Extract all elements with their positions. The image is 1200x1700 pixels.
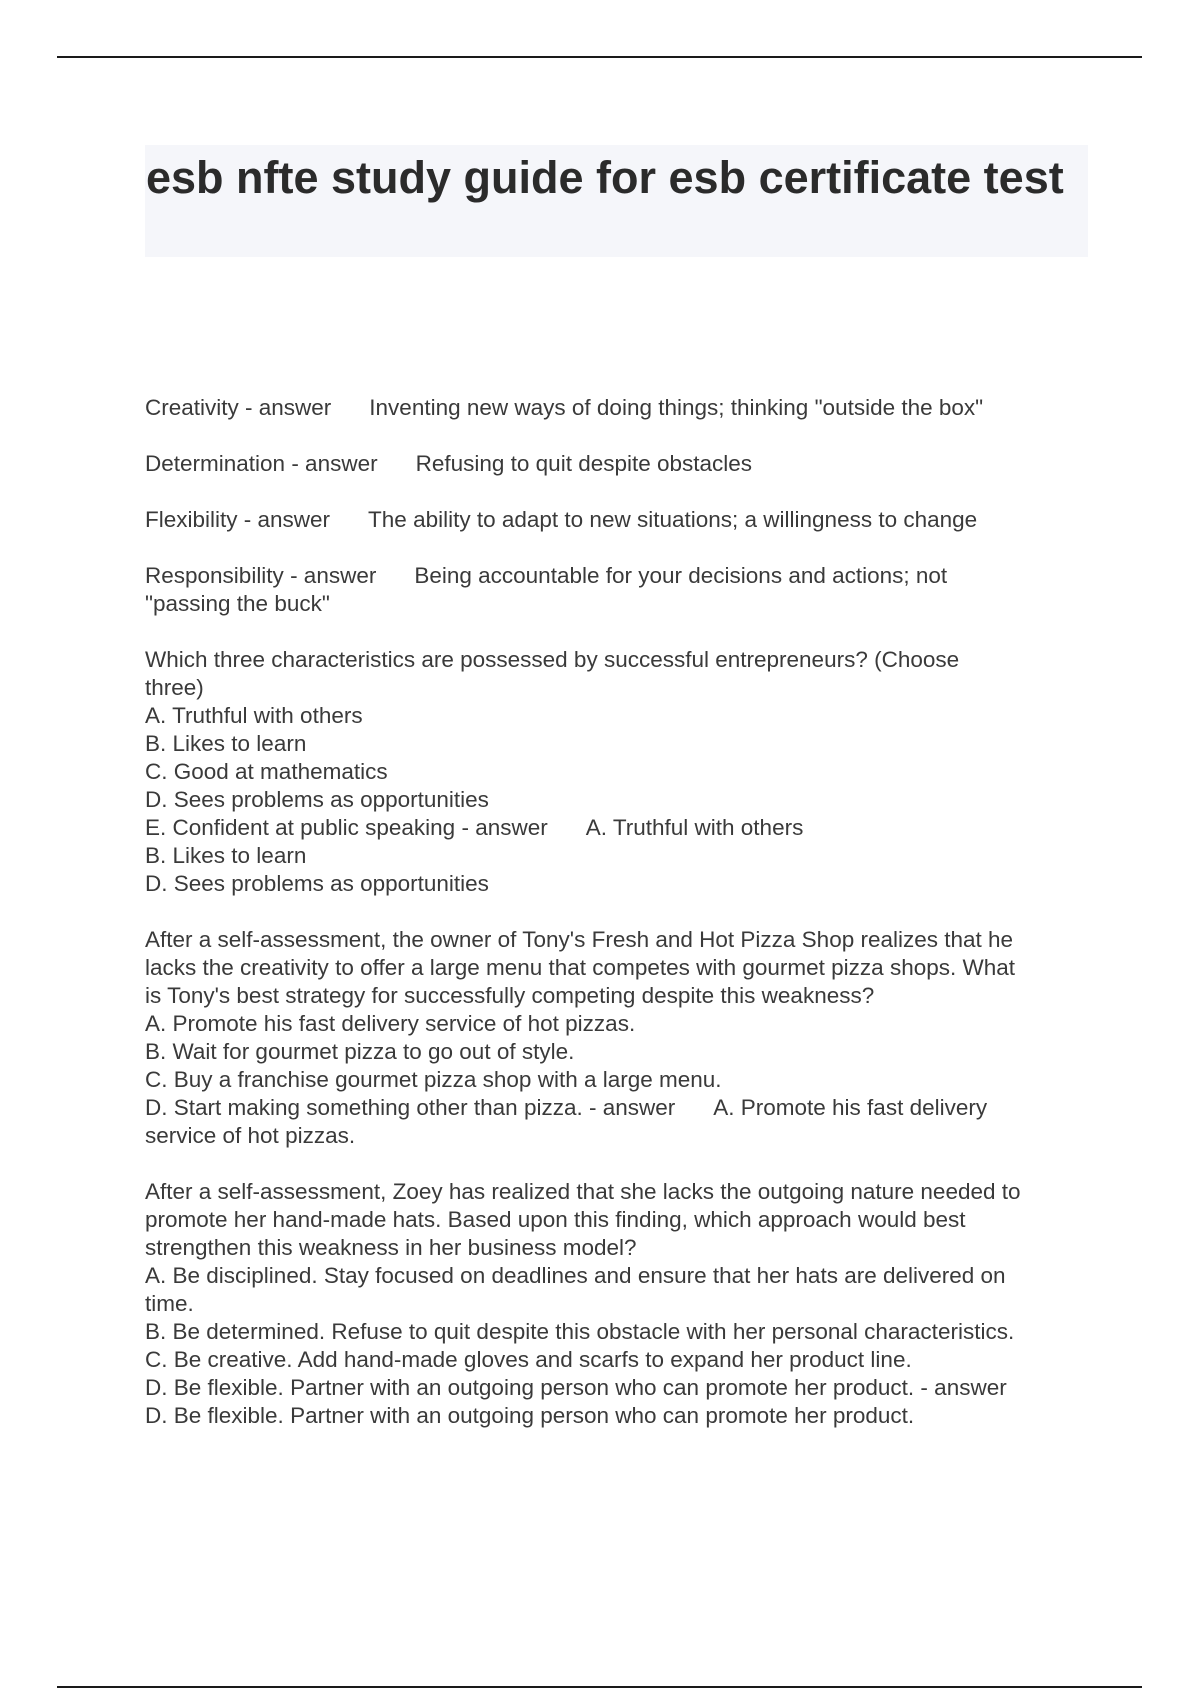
text-line — [145, 1066, 1095, 1094]
text-line — [145, 562, 1095, 590]
line-text: Flexibility - answer — [145, 507, 331, 532]
line-text: strengthen this weakness in her business model? — [145, 1235, 637, 1260]
line-text: is Tony's best strategy for successfully competing despite this weakness? — [145, 983, 875, 1008]
text-line — [145, 730, 1095, 758]
text-line — [145, 1178, 1095, 1206]
line-text: Determination - answer — [145, 451, 378, 476]
text-line — [145, 702, 1095, 730]
text-line — [145, 1318, 1095, 1346]
answer-text: Refusing to quit despite obstacles — [415, 451, 753, 476]
text-line — [145, 926, 1095, 954]
line-text: B. Likes to learn — [145, 843, 307, 868]
text-line — [145, 954, 1095, 982]
text-line — [145, 590, 1095, 618]
line-text: A. Truthful with others — [145, 703, 363, 728]
line-text: C. Buy a franchise gourmet pizza shop with a large menu. — [145, 1067, 722, 1092]
text-line — [145, 450, 1095, 478]
text-line — [145, 1122, 1095, 1150]
text-line — [145, 1374, 1095, 1402]
line-text: D. Sees problems as opportunities — [145, 787, 489, 812]
line-text: B. Be determined. Refuse to quit despite this obstacle with her personal characteristics. — [145, 1319, 1015, 1344]
line-text: A. Be disciplined. Stay focused on deadlines and ensure that her hats are delivered on — [145, 1263, 1006, 1288]
text-line — [145, 1290, 1095, 1318]
text-line — [145, 786, 1095, 814]
document-title: esb nfte study guide for esb certificate test — [146, 152, 1064, 203]
line-text: time. — [145, 1291, 194, 1316]
flashcard-entry — [145, 646, 1095, 898]
title-banner — [145, 145, 1088, 257]
flashcard-entry — [145, 506, 1095, 534]
line-text: D. Sees problems as opportunities — [145, 871, 489, 896]
line-text: D. Be flexible. Partner with an outgoing person who can promote her product. - answer — [145, 1375, 1007, 1400]
flashcard-list — [145, 394, 1095, 1458]
text-line — [145, 1402, 1095, 1430]
text-line — [145, 1234, 1095, 1262]
answer-text: A. Truthful with others — [585, 815, 804, 840]
text-line — [145, 1010, 1095, 1038]
line-text: After a self-assessment, the owner of Tony's Fresh and Hot Pizza Shop realizes that he — [145, 927, 1014, 952]
top-rule — [57, 56, 1142, 58]
line-text: Which three characteristics are possessed by successful entrepreneurs? (Choose — [145, 647, 960, 672]
line-text: E. Confident at public speaking - answer — [145, 815, 548, 840]
line-text: promote her hand-made hats. Based upon this finding, which approach would best — [145, 1207, 966, 1232]
line-text: Creativity - answer — [145, 395, 332, 420]
line-text: D. Be flexible. Partner with an outgoing person who can promote her product. — [145, 1403, 915, 1428]
answer-text: A. Promote his fast delivery — [713, 1095, 988, 1120]
flashcard-entry — [145, 562, 1095, 618]
line-text: three) — [145, 675, 204, 700]
line-text: service of hot pizzas. — [145, 1123, 356, 1148]
bottom-rule — [57, 1686, 1142, 1688]
line-text: Responsibility - answer — [145, 563, 377, 588]
line-text: "passing the buck" — [145, 591, 330, 616]
flashcard-entry — [145, 450, 1095, 478]
answer-text: Being accountable for your decisions and actions; not — [414, 563, 948, 588]
text-line — [145, 1346, 1095, 1374]
text-line — [145, 982, 1095, 1010]
line-text: C. Be creative. Add hand-made gloves and scarfs to expand her product line. — [145, 1347, 912, 1372]
text-line — [145, 842, 1095, 870]
text-line — [145, 394, 1095, 422]
text-line — [145, 1094, 1095, 1122]
text-line — [145, 674, 1095, 702]
line-text: B. Likes to learn — [145, 731, 307, 756]
answer-text: The ability to adapt to new situations; a willingness to change — [368, 507, 978, 532]
flashcard-entry — [145, 1178, 1095, 1430]
flashcard-entry — [145, 394, 1095, 422]
line-text: After a self-assessment, Zoey has realized that she lacks the outgoing nature needed to — [145, 1179, 1021, 1204]
text-line — [145, 646, 1095, 674]
text-line — [145, 1206, 1095, 1234]
answer-text: Inventing new ways of doing things; thinking "outside the box" — [369, 395, 984, 420]
text-line — [145, 870, 1095, 898]
line-text: B. Wait for gourmet pizza to go out of style. — [145, 1039, 575, 1064]
line-text: D. Start making something other than pizza. - answer — [145, 1095, 676, 1120]
line-text: A. Promote his fast delivery service of hot pizzas. — [145, 1011, 636, 1036]
text-line — [145, 506, 1095, 534]
line-text: lacks the creativity to offer a large menu that competes with gourmet pizza shops. What — [145, 955, 1015, 980]
flashcard-entry — [145, 926, 1095, 1150]
text-line — [145, 1262, 1095, 1290]
text-line — [145, 758, 1095, 786]
text-line — [145, 814, 1095, 842]
line-text: C. Good at mathematics — [145, 759, 388, 784]
text-line — [145, 1038, 1095, 1066]
